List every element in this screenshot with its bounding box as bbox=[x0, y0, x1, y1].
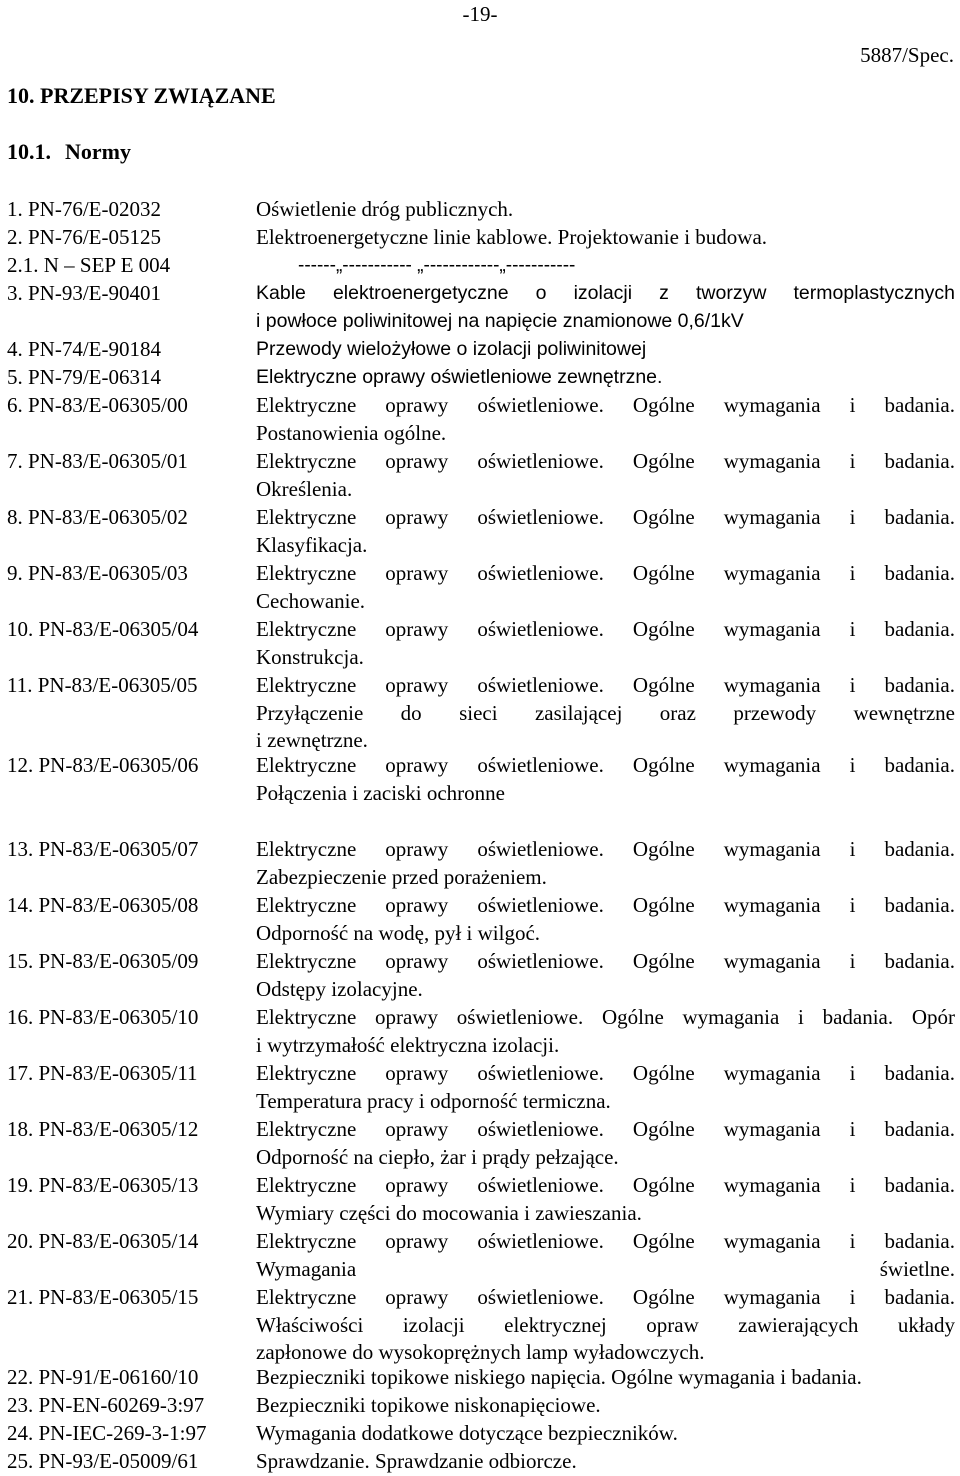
standard-title bbox=[256, 448, 955, 503]
standard-code: 16. PN-83/E-06305/10 bbox=[7, 1005, 199, 1029]
standard-title-line: Elektryczne oprawy oświetleniowe zewnętrzne. bbox=[256, 366, 663, 388]
standard-title-line: Elektryczne oprawy oświetleniowe. Ogólne wymagania i badania. bbox=[256, 1173, 955, 1197]
standard-code: 15. PN-83/E-06305/09 bbox=[7, 949, 199, 973]
standard-title bbox=[256, 1364, 955, 1392]
standard-code: 24. PN-IEC-269-3-1:97 bbox=[7, 1421, 207, 1445]
standard-title-line: Przyłączenie do sieci zasilającej oraz przewody wewnętrzne bbox=[256, 700, 955, 725]
standard-title bbox=[256, 892, 955, 947]
standard-code: 19. PN-83/E-06305/13 bbox=[7, 1173, 199, 1197]
standard-code: 12. PN-83/E-06305/06 bbox=[7, 753, 199, 777]
standard-code: 20. PN-83/E-06305/14 bbox=[7, 1229, 199, 1253]
standard-title-line: zapłonowe do wysokoprężnych lamp wyładowczych. bbox=[256, 1340, 705, 1364]
standard-title bbox=[256, 1172, 955, 1227]
standard-title-line: Odporność na wodę, pył i wilgoć. bbox=[256, 920, 541, 945]
standard-title-line: Elektryczne oprawy oświetleniowe. Ogólne wymagania i badania. Opór bbox=[256, 1005, 955, 1029]
standard-title-line: Właściwości izolacji elektrycznej opraw zawierających układy bbox=[256, 1312, 955, 1337]
standard-title bbox=[256, 196, 955, 224]
standard-title-line: Elektryczne oprawy oświetleniowe. Ogólne wymagania i badania. bbox=[256, 561, 955, 585]
standard-title bbox=[256, 1392, 955, 1420]
standard-title-line: ------„----------- „------------„----------- bbox=[298, 255, 576, 276]
standard-title-line: Elektryczne oprawy oświetleniowe. Ogólne wymagania i badania. bbox=[256, 617, 955, 641]
standard-code: 6. PN-83/E-06305/00 bbox=[7, 393, 188, 417]
standard-title bbox=[256, 1284, 955, 1367]
standard-title-line: Klasyfikacja. bbox=[256, 532, 368, 557]
standard-title-line: Elektryczne oprawy oświetleniowe. Ogólne wymagania i badania. bbox=[256, 673, 955, 697]
standard-title-line: Oświetlenie dróg publicznych. bbox=[256, 197, 514, 221]
standard-title-line: i wytrzymałość elektryczna izolacji. bbox=[256, 1032, 560, 1057]
standard-title bbox=[256, 948, 955, 1003]
standard-title-line: Bezpieczniki topikowe niskonapięciowe. bbox=[256, 1393, 601, 1417]
standard-title bbox=[256, 616, 955, 671]
standard-title-line: Elektryczne oprawy oświetleniowe. Ogólne wymagania i badania. bbox=[256, 505, 955, 529]
standard-title-line: Zabezpieczenie przed porażeniem. bbox=[256, 864, 547, 889]
standard-title-line: Odstępy izolacyjne. bbox=[256, 976, 423, 1001]
standard-code: 2.1. N – SEP E 004 bbox=[7, 253, 171, 277]
standard-title bbox=[256, 1060, 955, 1115]
standard-code: 23. PN-EN-60269-3:97 bbox=[7, 1393, 205, 1417]
standard-title-line: Konstrukcja. bbox=[256, 644, 364, 669]
standard-title-line: Wymagania dodatkowe dotyczące bezpieczników. bbox=[256, 1421, 678, 1445]
standard-title bbox=[256, 364, 955, 392]
standard-code: 21. PN-83/E-06305/15 bbox=[7, 1285, 199, 1309]
standard-code: 13. PN-83/E-06305/07 bbox=[7, 837, 199, 861]
subsection-number: 10.1. bbox=[7, 139, 51, 164]
standard-title-line: Elektryczne oprawy oświetleniowe. Ogólne wymagania i badania. bbox=[256, 1229, 955, 1253]
standard-code: 25. PN-93/E-05009/61 bbox=[7, 1449, 199, 1473]
standard-code: 22. PN-91/E-06160/10 bbox=[7, 1365, 199, 1389]
page-number: -19- bbox=[462, 2, 498, 26]
standard-title bbox=[256, 672, 955, 755]
standard-title bbox=[256, 280, 955, 335]
standard-code: 3. PN-93/E-90401 bbox=[7, 281, 161, 305]
standard-title-line: Elektryczne oprawy oświetleniowe. Ogólne wymagania i badania. bbox=[256, 1285, 955, 1309]
standard-title-line: Elektryczne oprawy oświetleniowe. Ogólne wymagania i badania. bbox=[256, 949, 955, 973]
standard-code: 8. PN-83/E-06305/02 bbox=[7, 505, 188, 529]
standard-title bbox=[256, 1228, 955, 1283]
standard-code: 10. PN-83/E-06305/04 bbox=[7, 617, 199, 641]
standard-code: 2. PN-76/E-05125 bbox=[7, 225, 161, 249]
standard-code: 14. PN-83/E-06305/08 bbox=[7, 893, 199, 917]
standard-code: 1. PN-76/E-02032 bbox=[7, 197, 161, 221]
standard-title-line: Elektryczne oprawy oświetleniowe. Ogólne wymagania i badania. bbox=[256, 1061, 955, 1085]
subsection-title: Normy bbox=[65, 139, 131, 164]
standard-title-line: Odporność na ciepło, żar i prądy pełzające. bbox=[256, 1144, 619, 1169]
standard-code: 18. PN-83/E-06305/12 bbox=[7, 1117, 199, 1141]
standard-code: 4. PN-74/E-90184 bbox=[7, 337, 161, 361]
standard-title-line: Elektryczne oprawy oświetleniowe. Ogólne wymagania i badania. bbox=[256, 753, 955, 777]
standard-title-line: Elektryczne oprawy oświetleniowe. Ogólne wymagania i badania. bbox=[256, 1117, 955, 1141]
standard-code: 5. PN-79/E-06314 bbox=[7, 365, 161, 389]
standard-title bbox=[256, 1004, 955, 1059]
standard-code: 11. PN-83/E-06305/05 bbox=[7, 673, 198, 697]
standard-title-line: Elektroenergetyczne linie kablowe. Projektowanie i budowa. bbox=[256, 225, 768, 249]
standard-title bbox=[256, 752, 955, 807]
standard-title-line: i zewnętrzne. bbox=[256, 728, 368, 752]
standard-title-line: Temperatura pracy i odporność termiczna. bbox=[256, 1088, 611, 1113]
standard-title bbox=[256, 836, 955, 891]
standard-title bbox=[256, 392, 955, 447]
standard-title bbox=[256, 560, 955, 615]
standard-title-line: Bezpieczniki topikowe niskiego napięcia. Ogólne wymagania i badania. bbox=[256, 1365, 862, 1389]
standard-title-line: Wymiary części do mocowania i zawieszania. bbox=[256, 1200, 642, 1225]
standard-title-line: i powłoce poliwinitowej na napięcie znamionowe 0,6/1kV bbox=[256, 309, 744, 332]
standard-title-line: Elektryczne oprawy oświetleniowe. Ogólne wymagania i badania. bbox=[256, 837, 955, 861]
standard-title-line: Elektryczne oprawy oświetleniowe. Ogólne wymagania i badania. bbox=[256, 393, 955, 417]
standard-title bbox=[256, 1448, 955, 1476]
standard-title-line: Sprawdzanie. Sprawdzanie odbiorcze. bbox=[256, 1449, 577, 1473]
standard-title-line: Wymagania świetlne. bbox=[256, 1256, 955, 1281]
spec-code: 5887/Spec. bbox=[860, 43, 954, 67]
section-number: 10. bbox=[7, 83, 35, 108]
standard-title-line: Postanowienia ogólne. bbox=[256, 420, 447, 445]
standard-title bbox=[256, 252, 960, 280]
standard-code: 7. PN-83/E-06305/01 bbox=[7, 449, 188, 473]
standard-title-line: Elektryczne oprawy oświetleniowe. Ogólne wymagania i badania. bbox=[256, 449, 955, 473]
section-title: PRZEPISY ZWIĄZANE bbox=[40, 83, 276, 108]
standard-title-line: Cechowanie. bbox=[256, 588, 366, 613]
standard-title bbox=[256, 336, 955, 364]
standard-title-line: Kable elektroenergetyczne o izolacji z tworzyw termoplastycznych bbox=[256, 282, 955, 304]
standard-title bbox=[256, 1420, 955, 1448]
standard-code: 17. PN-83/E-06305/11 bbox=[7, 1061, 198, 1085]
standard-title bbox=[256, 1116, 955, 1171]
standard-title-line: Określenia. bbox=[256, 476, 353, 501]
standard-title-line: Połączenia i zaciski ochronne bbox=[256, 780, 505, 805]
standard-title-line: Przewody wielożyłowe o izolacji poliwinitowej bbox=[256, 338, 647, 360]
standard-title bbox=[256, 504, 955, 559]
standard-code: 9. PN-83/E-06305/03 bbox=[7, 561, 188, 585]
standard-title bbox=[256, 224, 955, 252]
standard-title-line: Elektryczne oprawy oświetleniowe. Ogólne wymagania i badania. bbox=[256, 893, 955, 917]
